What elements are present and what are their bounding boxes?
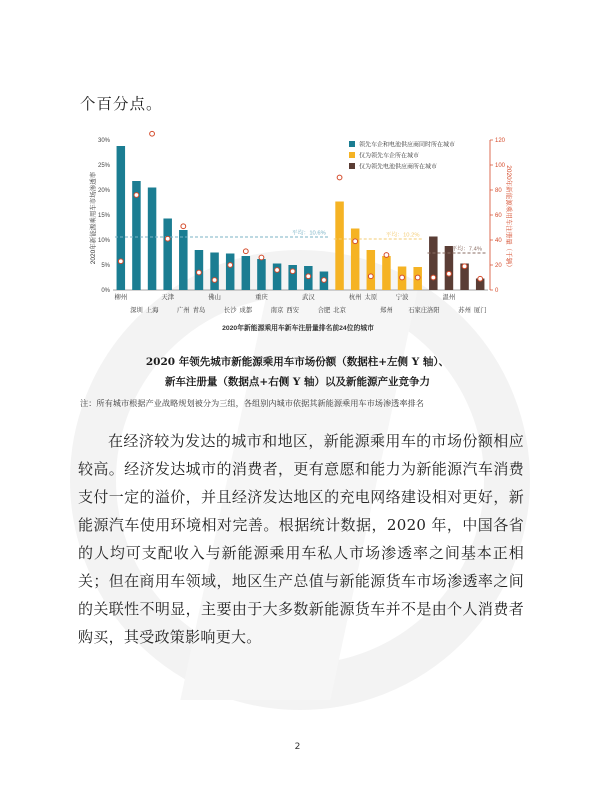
figure-caption-line2: 新车注册量（数据点+右侧 Y 轴）以及新能源产业竞争力 bbox=[164, 376, 431, 388]
category-label: 柳州 bbox=[114, 294, 128, 301]
y-axis-left-label: 2020年新能源乘用车市场渗透率 bbox=[90, 171, 97, 265]
registration-point bbox=[322, 278, 327, 283]
y-tick-left-label: 15% bbox=[97, 213, 110, 219]
bar bbox=[429, 237, 438, 291]
category-label: 南京 bbox=[270, 307, 284, 314]
registration-point bbox=[275, 268, 280, 273]
x-axis-label: 2020年新能源乘用车新车注册量排名前24位的城市 bbox=[222, 325, 374, 332]
y-tick-right-label: 60 bbox=[495, 213, 502, 219]
bar bbox=[242, 256, 251, 290]
y-tick-right-label: 120 bbox=[495, 138, 506, 144]
category-label: 宁波 bbox=[395, 294, 409, 301]
y-tick-left-label: 30% bbox=[97, 138, 110, 144]
registration-point bbox=[415, 275, 420, 280]
y-axis-right-label: 2020年新能源乘用车注册量（千辆） bbox=[505, 165, 512, 271]
bar bbox=[335, 202, 344, 291]
category-label: 厦门 bbox=[473, 307, 487, 314]
legend-label: 仅为领先电池供应商所在城市 bbox=[359, 163, 438, 171]
figure-caption-line1: 2020 年领先城市新能源乘用车市场份额（数据柱+左侧 Y 轴）、 bbox=[145, 356, 450, 368]
y-tick-left-label: 0% bbox=[101, 288, 110, 294]
registration-point bbox=[431, 275, 436, 280]
body-paragraph: 在经济较为发达的城市和地区，新能源乘用车的市场份额相应较高。经济发达城市的消费者，更有意愿和能力为新能源汽车消费支付一定的溢价，并且经济发达地区的充电网络建设相对更好，新能源汽车使用环境相对完善。根据统计数据，2020 年，中国各省的人均可支配收入与新能源乘用车私人市场渗透率之间基本正相关；但在商用车领域，地区生产总值与新能源货车市场渗透率之间的关联性不明显，主要由于大多数新能源货车并不是由个人消费者购买，其受政策影响更大。 bbox=[78, 432, 524, 646]
category-label: 长沙 bbox=[223, 307, 237, 314]
category-label: 西安 bbox=[286, 307, 299, 314]
legend-swatch bbox=[349, 163, 355, 169]
category-label: 杭州 bbox=[348, 294, 362, 301]
category-label: 上海 bbox=[145, 307, 159, 314]
bar bbox=[148, 188, 157, 291]
registration-point bbox=[337, 175, 342, 180]
registration-point bbox=[197, 270, 202, 275]
y-tick-left-label: 20% bbox=[97, 188, 110, 194]
y-tick-right-label: 80 bbox=[495, 188, 502, 194]
category-label: 太原 bbox=[364, 294, 378, 301]
average-label: 平均：10.2% bbox=[385, 232, 420, 239]
category-label: 成都 bbox=[239, 307, 253, 314]
category-label: 合肥 bbox=[317, 307, 331, 314]
registration-point bbox=[447, 271, 452, 276]
registration-point bbox=[462, 264, 467, 269]
bar bbox=[257, 259, 266, 290]
bar bbox=[179, 230, 188, 290]
registration-point bbox=[478, 276, 483, 281]
category-label: 佛山 bbox=[208, 294, 221, 301]
bar bbox=[117, 146, 126, 290]
y-tick-left-label: 5% bbox=[101, 263, 110, 269]
category-label: 青岛 bbox=[192, 307, 206, 314]
registration-point bbox=[212, 278, 217, 283]
legend-swatch bbox=[349, 152, 355, 158]
average-label: 平均：10.6% bbox=[291, 230, 326, 237]
bar bbox=[367, 250, 376, 290]
category-label: 广州 bbox=[177, 307, 190, 314]
category-label: 石家庄 bbox=[408, 307, 428, 314]
category-label: 重庆 bbox=[255, 294, 268, 301]
y-tick-left-label: 25% bbox=[97, 163, 110, 169]
market-share-chart bbox=[0, 128, 595, 338]
registration-point bbox=[290, 269, 295, 274]
legend-label: 仅为领先车企所在城市 bbox=[359, 152, 420, 160]
registration-point bbox=[353, 239, 358, 244]
bar bbox=[163, 219, 172, 291]
category-label: 深圳 bbox=[130, 307, 143, 314]
registration-point bbox=[150, 131, 155, 136]
registration-point bbox=[243, 249, 248, 254]
category-label: 苏州 bbox=[458, 307, 471, 314]
page-number: 2 bbox=[294, 742, 301, 752]
registration-point bbox=[165, 236, 170, 241]
y-tick-right-label: 40 bbox=[495, 238, 502, 244]
bar bbox=[382, 256, 391, 290]
registration-point bbox=[259, 255, 264, 260]
registration-point bbox=[384, 253, 389, 258]
registration-point bbox=[118, 259, 123, 264]
y-tick-right-label: 0 bbox=[495, 288, 499, 294]
legend-label: 领先车企和电池供应商同时所在城市 bbox=[359, 141, 456, 149]
y-tick-left-label: 10% bbox=[97, 238, 110, 244]
y-tick-right-label: 20 bbox=[495, 263, 502, 269]
registration-point bbox=[134, 193, 139, 198]
figure-note: 注：所有城市根据产业战略规划被分为三组，各组别内城市依据其新能源乘用车市场渗透率排名 bbox=[80, 398, 424, 408]
category-label: 北京 bbox=[333, 307, 346, 314]
registration-point bbox=[400, 275, 405, 280]
category-label: 天津 bbox=[161, 294, 174, 301]
category-label: 温州 bbox=[442, 294, 456, 301]
category-label: 洛阳 bbox=[427, 307, 440, 314]
y-tick-right-label: 100 bbox=[495, 163, 506, 169]
registration-point bbox=[228, 263, 233, 268]
registration-point bbox=[306, 274, 311, 279]
lead-text: 个百分点。 bbox=[80, 95, 163, 113]
registration-point bbox=[368, 274, 373, 279]
category-label: 武汉 bbox=[302, 294, 315, 301]
bar bbox=[226, 254, 235, 291]
bar bbox=[351, 229, 360, 291]
registration-point bbox=[181, 224, 186, 229]
legend-swatch bbox=[349, 141, 355, 147]
average-label: 平均：7.4% bbox=[451, 246, 482, 253]
category-label: 郑州 bbox=[380, 307, 393, 314]
bar bbox=[210, 253, 219, 291]
